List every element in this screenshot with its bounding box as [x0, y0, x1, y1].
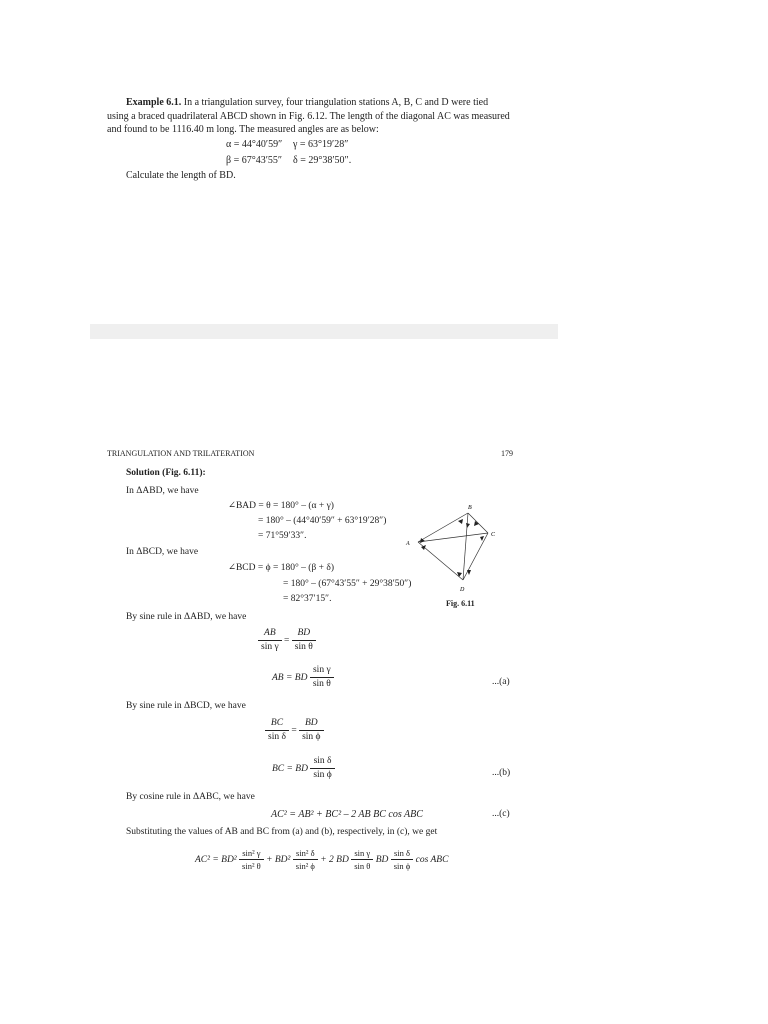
fraction: [293, 848, 318, 871]
bad-line-2: = 180° – (44°40′59″ + 63°19′28″): [258, 516, 387, 526]
fraction: [292, 628, 316, 654]
bad-line-1: ∠BAD = θ = 180° – (α + γ): [228, 501, 334, 511]
fraction: [265, 718, 289, 744]
example-line-1: [126, 97, 488, 109]
quadrilateral-figure: [400, 500, 510, 600]
figure-label-d: D: [460, 587, 465, 593]
sine-rule-abd: By sine rule in ΔABD, we have: [126, 612, 247, 622]
figure-label-b: B: [468, 505, 472, 511]
numerator: BD: [292, 628, 316, 641]
angle-beta: β = 67°43′55″: [226, 155, 283, 166]
fraction: [239, 848, 264, 871]
figure-label-a: A: [406, 541, 410, 547]
final-equation: [195, 848, 448, 871]
fraction: [258, 628, 282, 654]
angle-arrow: [421, 545, 426, 550]
denominator: sin γ: [261, 642, 279, 653]
bad-line-3: = 71°59′33″.: [258, 531, 307, 541]
bcd-line-2: = 180° – (67°43′55″ + 29°38′50″): [283, 579, 412, 589]
bcd-line-3: = 82°37′15″.: [283, 594, 332, 604]
plus-bd2: + BD²: [266, 854, 291, 865]
fraction: [299, 718, 323, 744]
angle-arrow: [467, 570, 471, 575]
substitution-text: Substituting the values of AB and BC from (a) and (b), respectively, in (c), we get: [126, 827, 438, 837]
example-text-1: In a triangulation survey, four triangulation stations A, B, C and D were tied: [183, 97, 489, 108]
numerator: sin γ: [351, 848, 373, 860]
tag-c: ...(c): [492, 809, 510, 819]
numerator: BC: [265, 718, 289, 731]
plus-2bd: + 2 BD: [320, 854, 349, 865]
angle-arrow: [480, 536, 484, 541]
running-title: TRIANGULATION AND TRILATERATION: [107, 449, 255, 458]
equals-sign: =: [291, 726, 297, 737]
denominator: sin δ: [268, 732, 286, 743]
side-cd: [463, 533, 488, 580]
angle-gamma: γ = 63°19′28″: [293, 139, 349, 150]
page-break-band: [90, 324, 558, 339]
denominator: sin θ: [354, 861, 371, 872]
fraction: [391, 848, 414, 871]
denominator: sin ϕ: [302, 732, 321, 743]
angle-arrow: [457, 572, 462, 577]
figure-caption: Fig. 6.11: [446, 599, 475, 608]
bd-term: BD: [375, 854, 389, 865]
denominator: sin ϕ: [310, 768, 334, 781]
equation-a: [272, 665, 334, 691]
sine-rule-bcd: By sine rule in ΔBCD, we have: [126, 701, 246, 711]
denominator: sin ϕ: [393, 861, 411, 872]
numerator: sin δ: [391, 848, 414, 860]
equation-sine-abd: [258, 628, 316, 654]
ab-equals: AB = BD: [272, 673, 308, 684]
cos-abc: cos ABC: [415, 854, 449, 865]
denominator: sin² θ: [242, 861, 261, 872]
page-number: 179: [501, 449, 513, 458]
side-bc: [468, 513, 488, 533]
fraction: [310, 756, 334, 782]
equals-sign: =: [284, 636, 290, 647]
bcd-intro: In ΔBCD, we have: [126, 547, 199, 557]
angle-delta: δ = 29°38′50″.: [293, 155, 352, 166]
equation-c: AC² = AB² + BC² – 2 AB BC cos ABC: [271, 809, 423, 820]
numerator: sin² γ: [239, 848, 264, 860]
tag-b: ...(b): [492, 768, 511, 778]
diagonal-bd: [463, 513, 468, 580]
fraction: [310, 665, 334, 691]
denominator: sin² ϕ: [295, 861, 315, 872]
diagonal-ac: [418, 533, 488, 542]
angle-alpha: α = 44°40′59″: [226, 139, 283, 150]
solution-heading: Solution (Fig. 6.11):: [126, 468, 206, 478]
tag-a: ...(a): [492, 677, 510, 687]
cosine-rule-abc: By cosine rule in ΔABC, we have: [126, 792, 255, 802]
example-heading: Example 6.1.: [126, 97, 182, 108]
final-lhs: AC² = BD²: [195, 854, 237, 865]
bcd-line-1: ∠BCD = ϕ = 180° – (β + δ): [228, 563, 335, 573]
numerator: sin² δ: [293, 848, 318, 860]
figure-label-c: C: [491, 532, 496, 538]
abd-intro: In ΔABD, we have: [126, 486, 199, 496]
numerator: sin γ: [312, 665, 331, 675]
example-task: Calculate the length of BD.: [126, 170, 236, 181]
denominator: sin θ: [310, 677, 334, 690]
equation-b: [272, 756, 335, 782]
angle-arrow: [458, 519, 463, 524]
example-line-2: using a braced quadrilateral ABCD shown in Fig. 6.12. The length of the diagonal AC was measured: [107, 111, 510, 122]
side-ab: [418, 513, 468, 542]
numerator: sin δ: [313, 756, 332, 766]
numerator: BD: [299, 718, 323, 731]
numerator: AB: [258, 628, 282, 641]
fraction: [351, 848, 373, 871]
example-line-3: and found to be 1116.40 m long. The measured angles are as below:: [107, 124, 379, 135]
bc-equals: BC = BD: [272, 764, 308, 775]
denominator: sin θ: [294, 642, 313, 653]
equation-sine-bcd: [265, 718, 324, 744]
